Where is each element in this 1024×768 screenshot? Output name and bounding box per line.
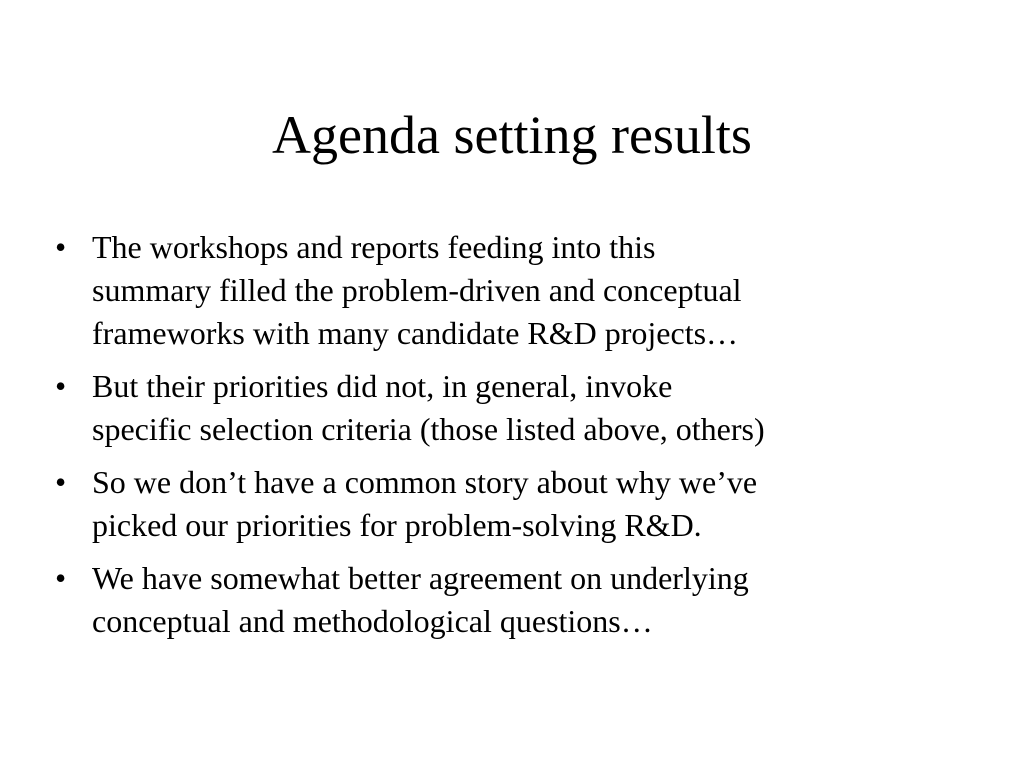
slide-title: Agenda setting results xyxy=(272,105,752,165)
bullet-icon: • xyxy=(55,368,67,404)
bullet-line: The workshops and reports feeding into this xyxy=(92,229,656,265)
bullet-icon: • xyxy=(55,560,67,596)
bullet-icon: • xyxy=(55,464,67,500)
bullet-line: frameworks with many candidate R&D projects… xyxy=(92,315,739,351)
bullet-line: specific selection criteria (those listed above, others) xyxy=(92,411,765,447)
bullet-line: But their priorities did not, in general, invoke xyxy=(92,368,673,404)
bullet-line: conceptual and methodological questions… xyxy=(92,603,653,639)
bullet-text xyxy=(92,461,955,547)
bullet-line: We have somewhat better agreement on underlying xyxy=(92,560,749,596)
bullet-line: picked our priorities for problem-solving R&D. xyxy=(92,507,702,543)
bullet-line: So we don’t have a common story about why we’ve xyxy=(92,464,758,500)
bullet-line: summary filled the problem-driven and conceptual xyxy=(92,272,742,308)
bullet-item xyxy=(55,365,955,451)
bullet-text xyxy=(92,226,955,355)
bullet-item xyxy=(55,557,955,643)
bullet-icon: • xyxy=(55,229,67,265)
bullet-item xyxy=(55,226,955,355)
bullet-text xyxy=(92,557,955,643)
bullet-list xyxy=(55,226,955,653)
bullet-text xyxy=(92,365,955,451)
bullet-item xyxy=(55,461,955,547)
